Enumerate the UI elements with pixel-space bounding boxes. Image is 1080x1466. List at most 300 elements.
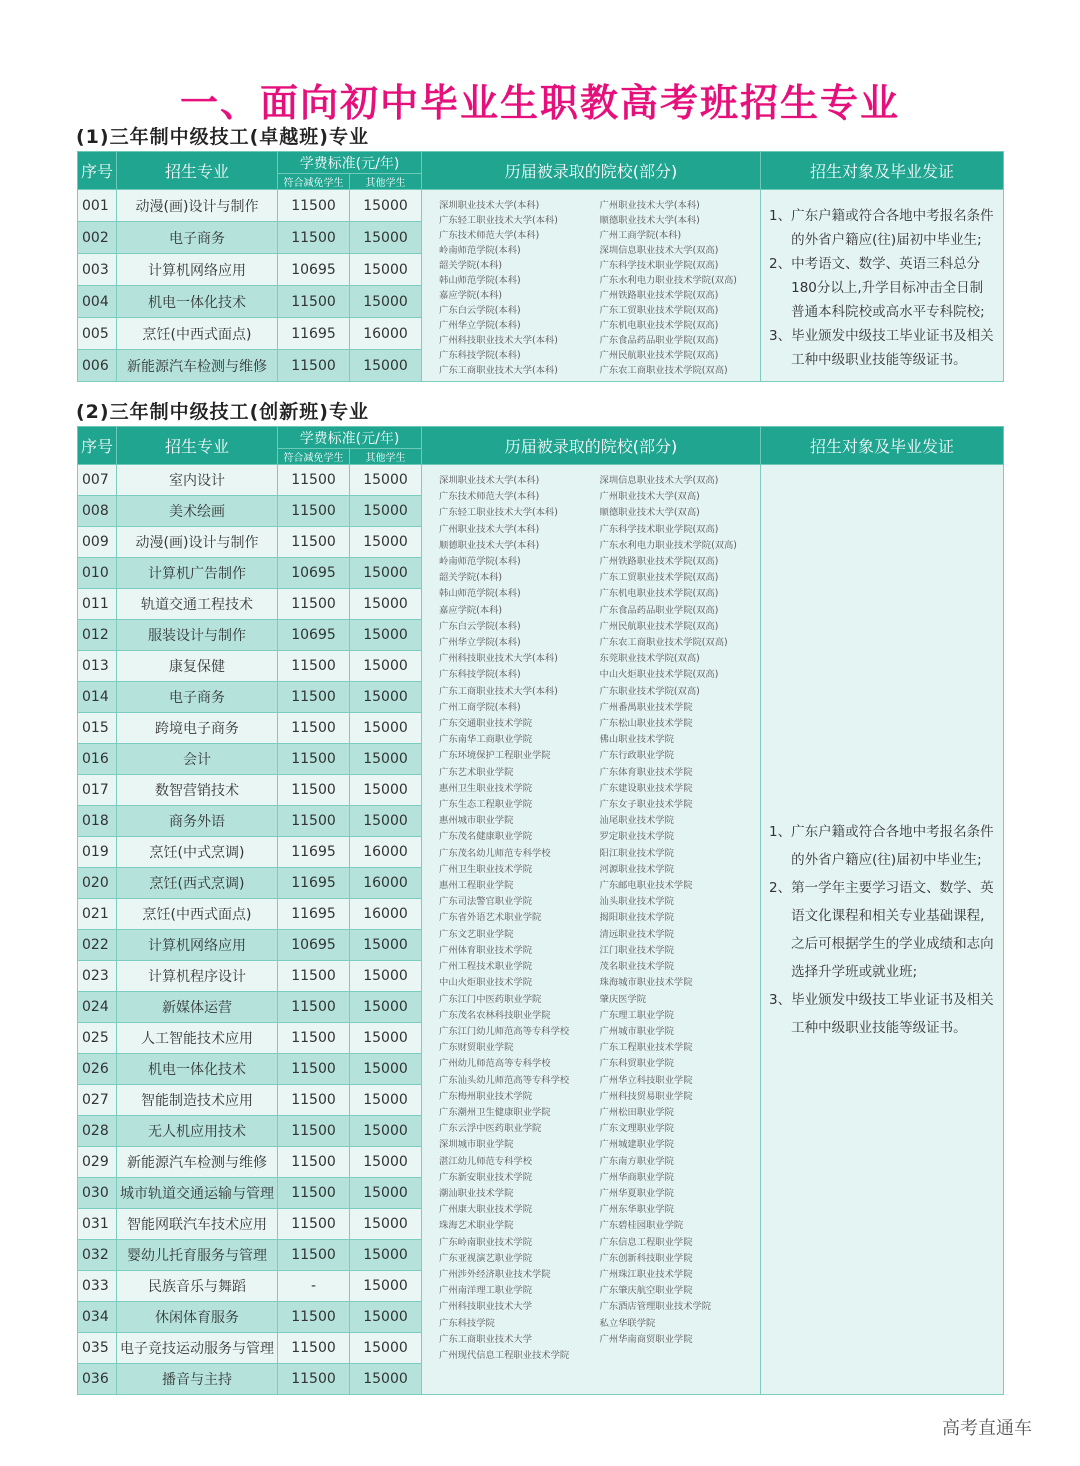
row-seq: 005 <box>78 318 117 350</box>
target-text: 第一学年主要学习语文、数学、英语文化课程和相关专业基础课程,之后可根据学生的学业成绩和志向选择升学班或就业班; <box>791 879 994 980</box>
header-seq: 序号 <box>78 427 117 465</box>
row-major: 室内设计 <box>117 465 278 496</box>
row-seq: 035 <box>78 1333 117 1364</box>
school-name: 广东江门中医药职业学院 <box>439 993 542 1005</box>
school-name: 罗定职业技术学院 <box>599 831 674 843</box>
school-name: 广东亚视演艺职业学院 <box>439 1252 532 1264</box>
row-major: 播音与主持 <box>117 1364 278 1395</box>
header-fee-other: 其他学生 <box>350 449 422 465</box>
row-major: 机电一体化技术 <box>117 286 278 318</box>
school-name: 广州华立学院(本科) <box>439 637 521 649</box>
school-name: 广东信息工程职业学院 <box>599 1236 693 1248</box>
row-seq: 021 <box>78 899 117 930</box>
target-list <box>761 818 1003 1042</box>
school-name: 岭南师范学院(本科) <box>439 556 521 568</box>
row-fee-reduced: 11500 <box>278 1116 350 1147</box>
row-seq: 019 <box>78 837 117 868</box>
row-major: 新媒体运营 <box>117 992 278 1023</box>
target-item <box>769 204 995 252</box>
school-name: 深圳信息职业技术大学(双高) <box>599 245 719 256</box>
row-fee-reduced: 11500 <box>278 713 350 744</box>
school-name: 广州华夏职业学院 <box>599 1187 674 1199</box>
target-text: 毕业颁发中级技工毕业证书及相关工种中级职业技能等级证书。 <box>791 328 994 368</box>
row-fee-other: 16000 <box>350 868 422 899</box>
row-fee-other: 16000 <box>350 837 422 868</box>
school-name: 广东行政职业学院 <box>599 750 674 762</box>
school-name: 广东邮电职业技术学院 <box>599 880 693 892</box>
header-fee: 学费标准(元/年) <box>278 427 422 449</box>
school-name: 广东机电职业技术学院(双高) <box>599 320 719 331</box>
school-name: 广州工商学院(本科) <box>599 230 682 241</box>
row-seq: 029 <box>78 1147 117 1178</box>
school-name: 广东司法警官职业学院 <box>439 896 532 908</box>
row-seq: 006 <box>78 350 117 382</box>
row-fee-other: 15000 <box>350 1054 422 1085</box>
school-name: 韩山师范学院(本科) <box>439 275 521 286</box>
school-name: 广州现代信息工程职业技术学院 <box>439 1349 570 1361</box>
school-name: 广州华立科技职业学院 <box>599 1074 693 1086</box>
school-name: 韩山师范学院(本科) <box>439 588 521 600</box>
school-name: 广东梅州职业技术学院 <box>439 1090 532 1102</box>
header-fee-reduced: 符合减免学生 <box>278 174 350 190</box>
school-name: 广州华商职业学院 <box>599 1171 674 1183</box>
school-name: 广州康大职业技术学院 <box>439 1204 532 1216</box>
school-name: 潮汕职业技术学院 <box>439 1187 514 1199</box>
row-seq: 032 <box>78 1240 117 1271</box>
row-major: 计算机程序设计 <box>117 961 278 992</box>
school-name: 广东水利电力职业技术学院(双高) <box>599 275 737 286</box>
school-name: 广州工程技术职业学院 <box>439 961 532 973</box>
school-name: 深圳城市职业学院 <box>439 1139 514 1151</box>
school-name: 清远职业技术学院 <box>599 928 674 940</box>
row-major: 电子商务 <box>117 682 278 713</box>
row-seq: 012 <box>78 620 117 651</box>
row-seq: 036 <box>78 1364 117 1395</box>
section-2-table <box>77 426 1004 1395</box>
row-seq: 034 <box>78 1302 117 1333</box>
row-major: 机电一体化技术 <box>117 1054 278 1085</box>
header-schools: 历届被录取的院校(部分) <box>422 427 761 465</box>
school-name: 广东茂名农林科技职业学院 <box>439 1009 551 1021</box>
row-seq: 014 <box>78 682 117 713</box>
school-name: 广东轻工职业技术大学(本科) <box>439 507 558 519</box>
row-fee-reduced: 11500 <box>278 1054 350 1085</box>
row-seq: 026 <box>78 1054 117 1085</box>
school-name: 广州华南商贸职业学院 <box>599 1333 693 1345</box>
section-1-title: (1)三年制中级技工(卓越班)专业 <box>76 126 369 148</box>
row-fee-reduced: 10695 <box>278 620 350 651</box>
target-num: 1、 <box>769 823 792 840</box>
row-fee-other: 15000 <box>350 682 422 713</box>
target-item <box>769 818 995 874</box>
school-name: 广东环境保护工程职业学院 <box>439 750 551 762</box>
target-num: 2、 <box>769 256 792 272</box>
school-name: 广东酒店管理职业技术学院 <box>599 1301 712 1313</box>
row-fee-reduced: 11500 <box>278 527 350 558</box>
school-name: 广东岭南职业技术学院 <box>439 1236 532 1248</box>
school-name: 广州民航职业技术学院(双高) <box>599 350 719 361</box>
school-name: 广东技术师范大学(本科) <box>439 491 540 503</box>
row-fee-other: 15000 <box>350 465 422 496</box>
school-name: 深圳职业技术大学(本科) <box>439 475 540 486</box>
school-name: 广州南洋理工职业学院 <box>439 1285 532 1297</box>
header-fee: 学费标准(元/年) <box>278 152 422 174</box>
school-name: 广东农工商职业技术学院(双高) <box>599 637 728 649</box>
row-fee-other: 15000 <box>350 1333 422 1364</box>
school-name: 广东建设职业技术学院 <box>599 782 693 794</box>
row-seq: 010 <box>78 558 117 589</box>
row-seq: 033 <box>78 1271 117 1302</box>
school-name: 广州体育职业技术学院 <box>439 944 532 956</box>
row-fee-other: 15000 <box>350 930 422 961</box>
row-fee-reduced: 11500 <box>278 1178 350 1209</box>
row-major: 人工智能技术应用 <box>117 1023 278 1054</box>
row-major: 婴幼儿托育服务与管理 <box>117 1240 278 1271</box>
school-name: 顺德职业技术大学(双高) <box>599 507 700 519</box>
row-major: 商务外语 <box>117 806 278 837</box>
school-name: 广州城市职业学院 <box>599 1025 674 1037</box>
row-major: 智能网联汽车技术应用 <box>117 1209 278 1240</box>
row-fee-reduced: 11500 <box>278 1364 350 1395</box>
row-fee-reduced: 11500 <box>278 496 350 527</box>
school-name: 私立华联学院 <box>599 1317 656 1329</box>
school-name: 广东白云学院(本科) <box>439 620 521 632</box>
row-major: 烹饪(西式烹调) <box>117 868 278 899</box>
row-seq: 001 <box>78 190 117 222</box>
row-seq: 024 <box>78 992 117 1023</box>
row-major: 烹饪(中西式面点) <box>117 318 278 350</box>
row-major: 烹饪(中西式面点) <box>117 899 278 930</box>
school-name: 顺德职业技术大学(本科) <box>599 215 700 226</box>
school-name: 惠州工程职业学院 <box>439 880 514 892</box>
row-fee-other: 15000 <box>350 775 422 806</box>
header-schools: 历届被录取的院校(部分) <box>422 152 761 190</box>
row-seq: 013 <box>78 651 117 682</box>
schools-column <box>439 198 600 378</box>
row-major: 电子竞技运动服务与管理 <box>117 1333 278 1364</box>
header-fee-other: 其他学生 <box>350 174 422 190</box>
row-major: 动漫(画)设计与制作 <box>117 190 278 222</box>
row-fee-reduced: 11500 <box>278 992 350 1023</box>
row-fee-other: 15000 <box>350 1240 422 1271</box>
school-name: 广州职业技术大学(本科) <box>439 523 540 535</box>
schools-columns <box>422 198 760 378</box>
row-seq: 022 <box>78 930 117 961</box>
row-seq: 020 <box>78 868 117 899</box>
row-fee-other: 15000 <box>350 1147 422 1178</box>
row-major: 计算机网络应用 <box>117 254 278 286</box>
school-name: 广东科学技术职业学院(双高) <box>599 260 719 271</box>
school-name: 广州松田职业学院 <box>599 1106 674 1118</box>
row-major: 计算机广告制作 <box>117 558 278 589</box>
school-name: 广东工商职业技术大学(本科) <box>439 365 558 376</box>
school-name: 广州东华职业学院 <box>599 1204 674 1216</box>
row-fee-other: 15000 <box>350 496 422 527</box>
row-seq: 011 <box>78 589 117 620</box>
school-name: 韶关学院(本科) <box>439 260 503 271</box>
row-fee-other: 15000 <box>350 1178 422 1209</box>
row-fee-other: 15000 <box>350 1023 422 1054</box>
row-major: 动漫(画)设计与制作 <box>117 527 278 558</box>
target-num: 1、 <box>769 208 792 224</box>
row-fee-other: 15000 <box>350 1209 422 1240</box>
school-name: 惠州卫生职业技术学院 <box>439 782 532 794</box>
school-name: 广东财贸职业学院 <box>439 1042 514 1054</box>
row-fee-other: 15000 <box>350 527 422 558</box>
row-fee-other: 15000 <box>350 651 422 682</box>
row-seq: 002 <box>78 222 117 254</box>
row-seq: 030 <box>78 1178 117 1209</box>
school-name: 嘉应学院(本科) <box>439 290 503 301</box>
table-row <box>78 190 1004 222</box>
header-major: 招生专业 <box>117 152 278 190</box>
school-name: 广东创新科技职业学院 <box>599 1252 693 1264</box>
school-name: 广东机电职业技术学院(双高) <box>599 588 719 600</box>
schools-column <box>600 473 761 1364</box>
row-fee-other: 15000 <box>350 589 422 620</box>
row-fee-other: 15000 <box>350 190 422 222</box>
school-name: 广东省外语艺术职业学院 <box>439 912 542 924</box>
target-item <box>769 324 995 372</box>
row-fee-other: 15000 <box>350 286 422 318</box>
school-name: 广州涉外经济职业技术学院 <box>439 1268 551 1280</box>
row-fee-reduced: 11500 <box>278 651 350 682</box>
row-seq: 015 <box>78 713 117 744</box>
school-name: 韶关学院(本科) <box>439 572 503 584</box>
row-major: 服装设计与制作 <box>117 620 278 651</box>
row-seq: 008 <box>78 496 117 527</box>
row-fee-other: 15000 <box>350 222 422 254</box>
school-name: 深圳信息职业技术大学(双高) <box>599 475 719 486</box>
school-name: 广州职业技术大学(双高) <box>599 491 700 503</box>
school-name: 揭阳职业技术学院 <box>599 912 674 924</box>
row-fee-reduced: 11500 <box>278 806 350 837</box>
row-major: 城市轨道交通运输与管理 <box>117 1178 278 1209</box>
header-seq: 序号 <box>78 152 117 190</box>
school-name: 广东艺术职业学院 <box>439 766 514 778</box>
school-name: 广州科技职业技术大学 <box>439 1301 532 1313</box>
schools-column <box>439 473 600 1364</box>
school-name: 东莞职业技术学院(双高) <box>599 653 700 665</box>
school-name: 广州铁路职业技术学院(双高) <box>599 290 719 301</box>
row-major: 新能源汽车检测与维修 <box>117 350 278 382</box>
row-fee-reduced: 11695 <box>278 837 350 868</box>
school-name: 广州科技贸易职业学院 <box>599 1090 693 1102</box>
row-seq: 017 <box>78 775 117 806</box>
row-fee-reduced: 11500 <box>278 1147 350 1178</box>
school-name: 广东新安职业技术学院 <box>439 1171 532 1183</box>
row-seq: 027 <box>78 1085 117 1116</box>
school-name: 河源职业技术学院 <box>599 863 674 875</box>
row-fee-other: 15000 <box>350 1085 422 1116</box>
row-fee-reduced: - <box>278 1271 350 1302</box>
row-fee-other: 15000 <box>350 1302 422 1333</box>
row-major: 美术绘画 <box>117 496 278 527</box>
row-major: 民族音乐与舞蹈 <box>117 1271 278 1302</box>
school-name: 广东交通职业技术学院 <box>439 718 532 730</box>
school-name: 广州科技职业技术大学(本科) <box>439 653 558 665</box>
school-name: 广东食品药品职业学院(双高) <box>599 604 719 616</box>
row-fee-reduced: 11500 <box>278 1333 350 1364</box>
row-seq: 016 <box>78 744 117 775</box>
target-num: 3、 <box>769 328 792 344</box>
target-num: 2、 <box>769 879 792 896</box>
target-text: 毕业颁发中级技工毕业证书及相关工种中级职业技能等级证书。 <box>791 991 994 1036</box>
school-name: 广东科技学院(本科) <box>439 669 521 681</box>
row-major: 轨道交通工程技术 <box>117 589 278 620</box>
schools-panel <box>422 190 761 382</box>
school-name: 佛山职业技术学院 <box>599 734 674 746</box>
target-item <box>769 874 995 986</box>
school-name: 广州番禺职业技术学院 <box>599 701 693 713</box>
row-major: 智能制造技术应用 <box>117 1085 278 1116</box>
school-name: 广州民航职业技术学院(双高) <box>599 620 719 632</box>
target-num: 3、 <box>769 991 792 1008</box>
target-panel <box>761 190 1004 382</box>
row-fee-reduced: 11500 <box>278 775 350 806</box>
school-name: 广州卫生职业技术学院 <box>439 863 532 875</box>
row-seq: 009 <box>78 527 117 558</box>
school-name: 广东科技学院 <box>439 1317 495 1329</box>
school-name: 广州幼儿师范高等专科学校 <box>439 1058 551 1070</box>
row-seq: 023 <box>78 961 117 992</box>
row-seq: 028 <box>78 1116 117 1147</box>
row-fee-reduced: 11500 <box>278 1302 350 1333</box>
row-fee-reduced: 11500 <box>278 1085 350 1116</box>
row-major: 跨境电子商务 <box>117 713 278 744</box>
school-name: 广东食品药品职业学院(双高) <box>599 335 719 346</box>
school-name: 广东茂名幼儿师范专科学校 <box>439 847 551 859</box>
school-name: 广东茂名健康职业学院 <box>439 831 532 843</box>
row-fee-reduced: 11695 <box>278 318 350 350</box>
target-text: 中考语文、数学、英语三科总分180分以上,升学目标冲击全日制普通本科院校或高水平专科院校; <box>791 256 985 320</box>
table-row <box>78 465 1004 496</box>
school-name: 广东科技学院(本科) <box>439 350 521 361</box>
school-name: 广东汕头幼儿师范高等专科学校 <box>439 1074 570 1086</box>
school-name: 肇庆医学院 <box>599 993 647 1005</box>
header-target: 招生对象及毕业发证 <box>761 427 1004 465</box>
row-fee-reduced: 10695 <box>278 254 350 286</box>
target-text: 广东户籍或符合各地中考报名条件的外省户籍应(往)届初中毕业生; <box>791 208 994 248</box>
row-fee-reduced: 11500 <box>278 744 350 775</box>
school-name: 中山火炬职业技术学院(双高) <box>599 669 719 681</box>
school-name: 广东理工职业学院 <box>599 1009 674 1021</box>
target-item <box>769 252 995 324</box>
school-name: 广州职业技术大学(本科) <box>599 200 700 211</box>
school-name: 广东工商职业技术大学 <box>439 1333 532 1345</box>
section-2-title: (2)三年制中级技工(创新班)专业 <box>76 401 369 423</box>
school-name: 广东水利电力职业技术学院(双高) <box>599 539 737 551</box>
schools-columns <box>422 473 760 1364</box>
school-name: 广东工程职业技术学院 <box>599 1042 693 1054</box>
row-fee-reduced: 11500 <box>278 1209 350 1240</box>
school-name: 广州城建职业学院 <box>599 1139 674 1151</box>
row-major: 新能源汽车检测与维修 <box>117 1147 278 1178</box>
header-major: 招生专业 <box>117 427 278 465</box>
school-name: 广东文艺职业学院 <box>439 928 514 940</box>
school-name: 深圳职业技术大学(本科) <box>439 200 540 211</box>
school-name: 广东工贸职业技术学院(双高) <box>599 572 719 584</box>
row-major: 数智营销技术 <box>117 775 278 806</box>
school-name: 广东文理职业学院 <box>599 1123 674 1135</box>
row-fee-reduced: 11500 <box>278 190 350 222</box>
row-seq: 004 <box>78 286 117 318</box>
row-fee-reduced: 10695 <box>278 558 350 589</box>
target-list <box>761 204 1003 372</box>
school-name: 广东工贸职业技术学院(双高) <box>599 305 719 316</box>
row-fee-other: 16000 <box>350 899 422 930</box>
row-major: 电子商务 <box>117 222 278 254</box>
schools-panel <box>422 465 761 1395</box>
target-panel <box>761 465 1004 1395</box>
school-name: 广东潮州卫生健康职业学院 <box>439 1106 551 1118</box>
row-seq: 003 <box>78 254 117 286</box>
row-major: 康复保健 <box>117 651 278 682</box>
row-fee-other: 15000 <box>350 1116 422 1147</box>
row-major: 无人机应用技术 <box>117 1116 278 1147</box>
row-fee-other: 15000 <box>350 1364 422 1395</box>
row-fee-reduced: 11500 <box>278 682 350 713</box>
school-name: 广东白云学院(本科) <box>439 305 521 316</box>
school-name: 广东农工商职业技术学院(双高) <box>599 365 728 376</box>
row-fee-reduced: 11695 <box>278 868 350 899</box>
row-major: 休闲体育服务 <box>117 1302 278 1333</box>
school-name: 广东工商职业技术大学(本科) <box>439 685 558 697</box>
school-name: 广东碧桂园职业学院 <box>599 1220 684 1232</box>
school-name: 广东江门幼儿师范高等专科学校 <box>439 1025 570 1037</box>
row-seq: 025 <box>78 1023 117 1054</box>
row-fee-reduced: 11500 <box>278 1240 350 1271</box>
school-name: 惠州城市职业学院 <box>439 815 514 827</box>
school-name: 广东体育职业技术学院 <box>599 766 693 778</box>
header-fee-reduced: 符合减免学生 <box>278 449 350 465</box>
row-fee-reduced: 10695 <box>278 930 350 961</box>
school-name: 广东南方职业学院 <box>599 1155 674 1167</box>
row-fee-reduced: 11500 <box>278 465 350 496</box>
row-fee-reduced: 11500 <box>278 589 350 620</box>
schools-column <box>600 198 761 378</box>
school-name: 广州华立学院(本科) <box>439 320 521 331</box>
school-name: 广东科贸职业学院 <box>599 1058 674 1070</box>
row-fee-other: 15000 <box>350 1271 422 1302</box>
target-text: 广东户籍或符合各地中考报名条件的外省户籍应(往)届初中毕业生; <box>791 823 994 868</box>
school-name: 广东南华工商职业学院 <box>439 734 532 746</box>
header-target: 招生对象及毕业发证 <box>761 152 1004 190</box>
section-1-table <box>77 151 1004 382</box>
row-fee-other: 15000 <box>350 961 422 992</box>
school-name: 广州工商学院(本科) <box>439 701 521 713</box>
row-fee-other: 15000 <box>350 558 422 589</box>
target-item <box>769 986 995 1042</box>
school-name: 广州科技职业技术大学(本科) <box>439 335 558 346</box>
row-major: 计算机网络应用 <box>117 930 278 961</box>
row-seq: 018 <box>78 806 117 837</box>
row-fee-other: 15000 <box>350 744 422 775</box>
school-name: 广东松山职业技术学院 <box>599 718 693 730</box>
school-name: 广东云浮中医药职业学院 <box>439 1123 542 1135</box>
school-name: 珠海艺术职业学院 <box>439 1220 514 1232</box>
row-fee-reduced: 11500 <box>278 286 350 318</box>
school-name: 茂名职业技术学院 <box>599 961 674 973</box>
row-fee-other: 15000 <box>350 620 422 651</box>
school-name: 江门职业技术学院 <box>599 944 674 956</box>
school-name: 湛江幼儿师范专科学校 <box>439 1155 532 1167</box>
school-name: 广东技术师范大学(本科) <box>439 230 540 241</box>
row-major: 会计 <box>117 744 278 775</box>
school-name: 岭南师范学院(本科) <box>439 245 521 256</box>
row-major: 烹饪(中式烹调) <box>117 837 278 868</box>
school-name: 广东轻工职业技术大学(本科) <box>439 215 558 226</box>
